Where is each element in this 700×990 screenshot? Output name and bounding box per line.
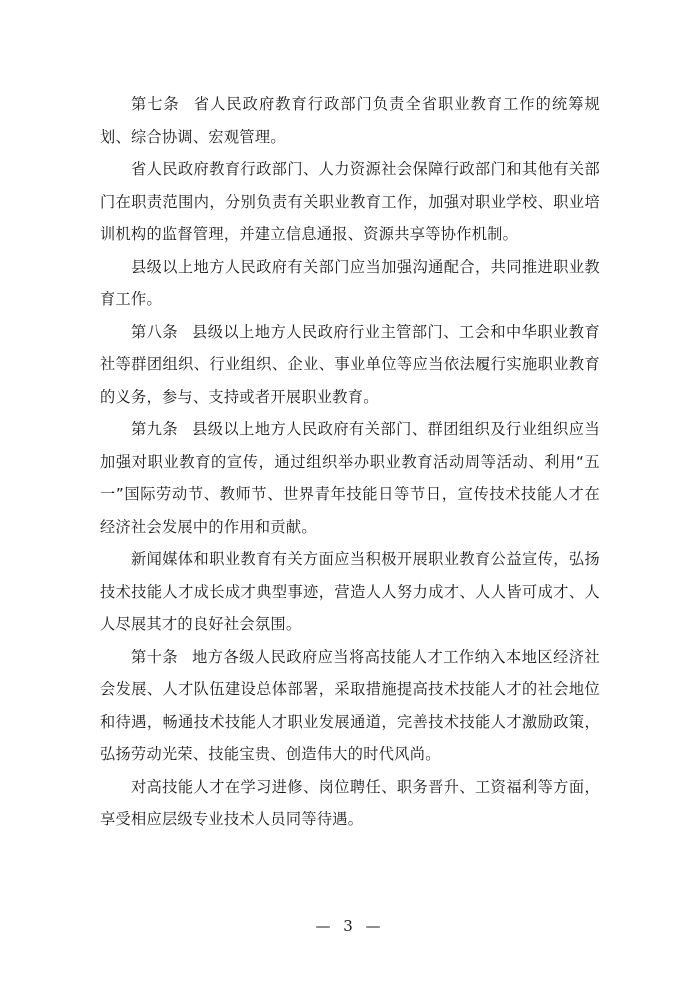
paragraph-text: 省人民政府教育行政部门负责全省职业教育工作的统筹规划、综合协调、宏观管理。 (100, 95, 601, 146)
paragraph-text: 地方各级人民政府应当将高技能人才工作纳入本地区经济社会发展、人才队伍建设总体部署，采取措施提高技术技能人才的社会地位和待遇，畅通技术技能人才职业发展通道，完善技术技能人才激励政策，弘扬劳动光荣、技能宝贵、创造伟大的时代风尚。 (100, 647, 600, 763)
paragraph-text: 省人民政府教育行政部门、人力资源社会保障行政部门和其他有关部门在职责范围内，分别负责有关职业教育工作，加强对职业学校、职业培训机构的监督管理，并建立信息通报、资源共享等协作机制。 (100, 160, 600, 243)
paragraph-text: 县级以上地方人民政府行业主管部门、工会和中华职业教育社等群团组织、行业组织、企业、事业单位等应当依法履行实施职业教育的义务，参与、支持或者开展职业教育。 (100, 322, 600, 406)
document-body (100, 88, 600, 836)
paragraph (100, 153, 600, 251)
paragraph-text: 新闻媒体和职业教育有关方面应当积极开展职业教育公益宣传，弘扬技术技能人才成长成才典型事迹，营造人人努力成才、人人皆可成才、人人尽展其才的良好社会氛围。 (100, 550, 600, 633)
paragraph (100, 543, 600, 641)
paragraph-article-8 (100, 316, 600, 414)
page-number: — 3 — (315, 917, 385, 935)
article-number: 第七条 (131, 95, 180, 113)
paragraph-article-10 (100, 641, 600, 771)
article-number: 第八条 (131, 322, 179, 341)
paragraph-article-9 (100, 413, 600, 543)
article-number: 第十条 (131, 647, 179, 666)
paragraph-text: 县级以上地方人民政府有关部门、群团组织及行业组织应当加强对职业教育的宣传，通过组织举办职业教育活动周等活动、利用“五一”国际劳动节、教师节、世界青年技能日等节日，宣传技术技能人才在经济社会发展中的作用和贡献。 (100, 420, 600, 536)
paragraph-article-7 (100, 88, 600, 153)
paragraph-text: 对高技能人才在学习进修、岗位聘任、职务晋升、工资福利等方面，享受相应层级专业技术人员同等待遇。 (100, 777, 600, 828)
paragraph-text: 县级以上地方人民政府有关部门应当加强沟通配合，共同推进职业教育工作。 (100, 257, 600, 308)
article-number: 第九条 (131, 420, 179, 438)
paragraph (100, 771, 600, 836)
paragraph (100, 251, 600, 316)
